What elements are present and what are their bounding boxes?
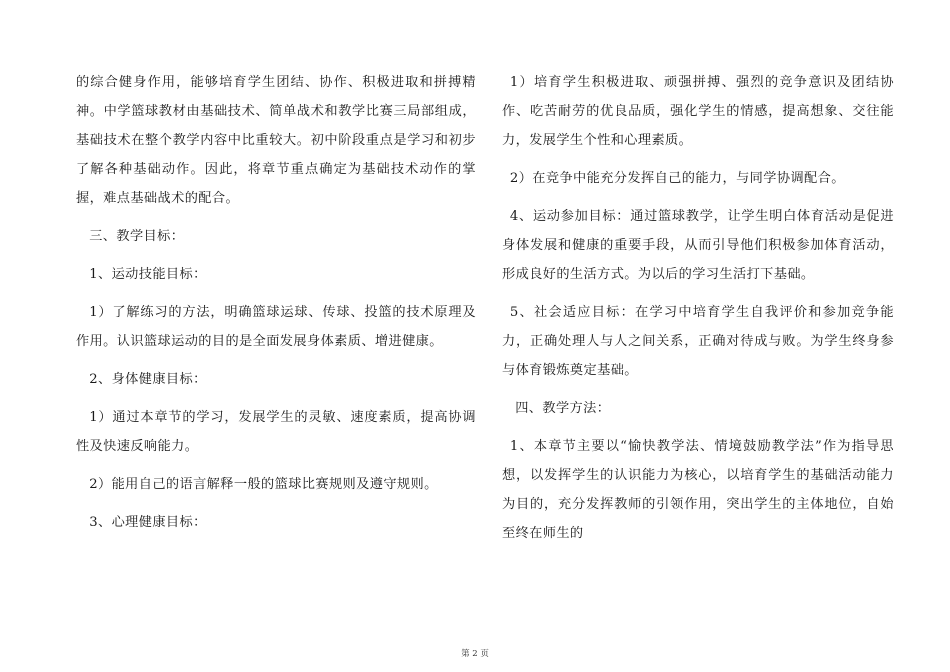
heading-teaching-methods: 四、教学方法： xyxy=(515,401,611,416)
page-number: 第 2 页 xyxy=(461,649,489,659)
heading-teaching-goals: 三、教学目标： xyxy=(89,229,185,244)
paragraph-sport-participation-goal: 4、运动参加目标：通过篮球教学，让学生明白体育活动是促进身体发展和健康的重要手段，从而引导他们积极参加体育活动，形成良好的生活方式。为以后的学习生活打下基础。 xyxy=(502,209,894,282)
heading-physical-health-goal: 2、身体健康目标： xyxy=(89,372,207,387)
heading-motor-skill-goal: 1、运动技能目标： xyxy=(89,267,207,282)
paragraph-mental-health-1: 1）培育学生积极进取、顽强拼搏、强烈的竞争意识及团结协作、吃苦耐劳的优良品质，强化学生的情感，提高想象、交往能力，发展学生个性和心理素质。 xyxy=(502,75,894,148)
right-text-column xyxy=(502,68,894,548)
paragraph-social-adaptation-goal: 5、社会适应目标：在学习中培育学生自我评价和参加竞争能力，正确处理人与人之间关系，正确对待成与败。为学生终身参与体育锻炼奠定基础。 xyxy=(502,305,894,378)
paragraph-continuation: 的综合健身作用，能够培育学生团结、协作、积极进取和拼搏精神。中学篮球教材由基础技术、简单战术和教学比赛三局部组成，基础技术在整个教学内容中比重较大。初中阶段重点是学习和初步了解各种基础动作。因此，将章节重点确定为基础技术动作的掌握，难点基础战术的配合。 xyxy=(76,75,476,206)
heading-mental-health-goal: 3、心理健康目标： xyxy=(89,515,207,530)
paragraph-physical-health-2: 2）能用自己的语言解释一般的篮球比赛规则及遵守规则。 xyxy=(89,477,438,492)
paragraph-teaching-method-1: 1、本章节主要以“愉快教学法、情境鼓励教学法”作为指导思想，以发挥学生的认识能力为核心，以培育学生的基础活动能力为目的，充分发挥教师的引领作用，突出学生的主体地位，自始至终在师生的 xyxy=(502,439,894,541)
paragraph-physical-health-1: 1）通过本章节的学习，发展学生的灵敏、速度素质，提高协调性及快速反响能力。 xyxy=(76,410,476,454)
paragraph-motor-skill-1: 1）了解练习的方法，明确篮球运球、传球、投篮的技术原理及作用。认识篮球运动的目的是全面发展身体素质、增进健康。 xyxy=(76,305,476,349)
left-text-column xyxy=(76,68,476,537)
paragraph-mental-health-2: 2）在竞争中能充分发挥自己的能力，与同学协调配合。 xyxy=(509,171,845,186)
